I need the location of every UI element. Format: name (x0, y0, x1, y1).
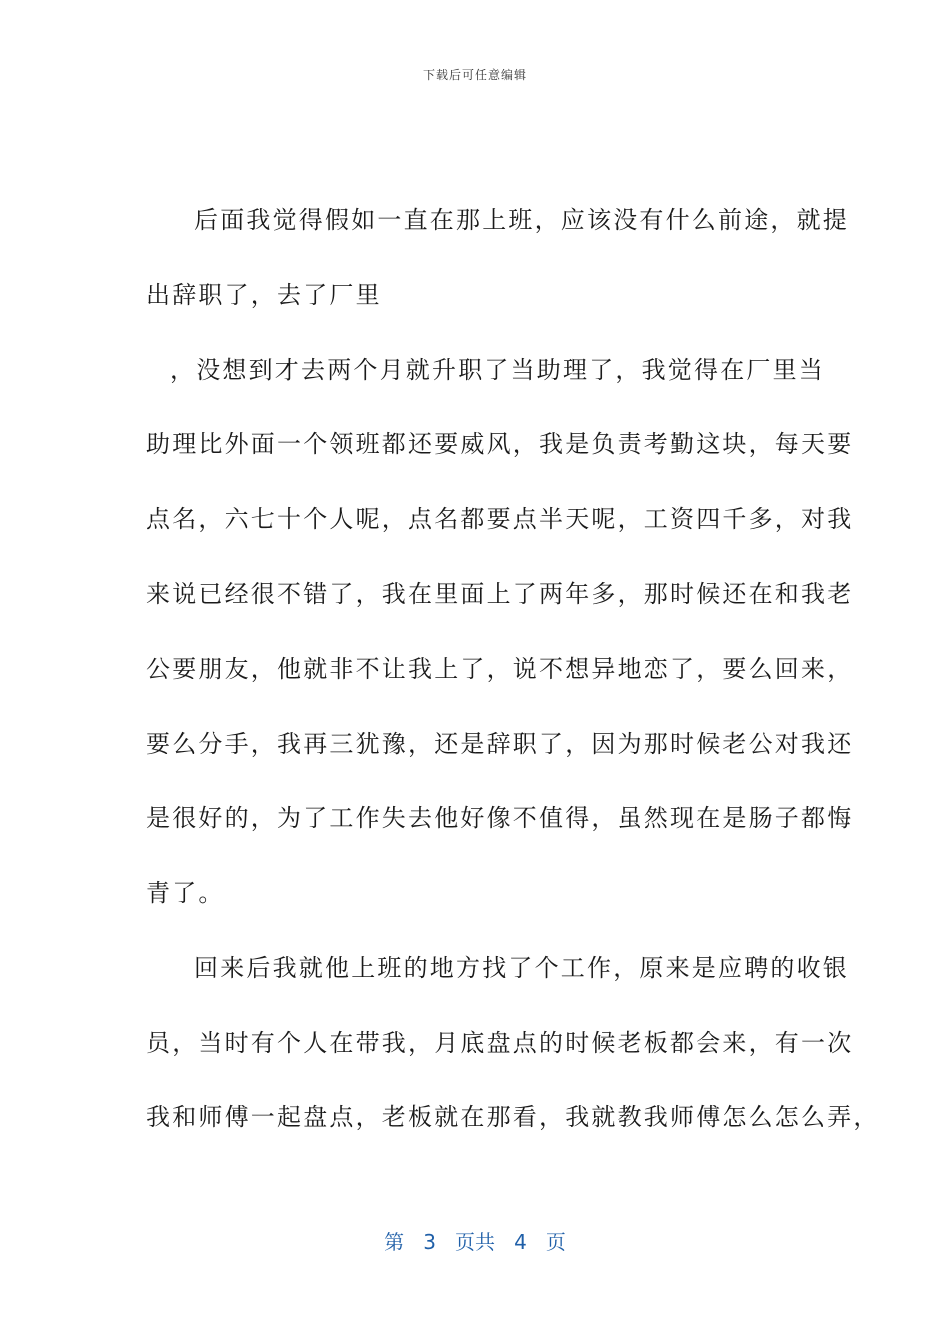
footer-prefix: 第 (384, 1230, 405, 1254)
footer-middle: 页共 (455, 1230, 495, 1254)
paragraph-2-line-3: 点名，六七十个人呢，点名都要点半天呢，工资四千多，对我 (146, 505, 854, 533)
paragraph-2-line-5: 公要朋友，他就非不让我上了，说不想异地恋了，要么回来， (146, 655, 854, 683)
paragraph-2-line-1: ，没想到才去两个月就升职了当助理了，我觉得在厂里当 (170, 356, 825, 384)
footer-suffix: 页 (545, 1230, 566, 1254)
footer-total-pages: 4 (514, 1230, 527, 1254)
page-header: 下载后可任意编辑 (422, 68, 527, 82)
footer-current-page: 3 (423, 1230, 436, 1254)
paragraph-1-line-2: 出辞职了，去了厂里 (146, 281, 382, 309)
paragraph-3-line-1: 回来后我就他上班的地方找了个工作，原来是应聘的收银 (194, 954, 849, 982)
paragraph-2-line-6: 要么分手，我再三犹豫，还是辞职了，因为那时候老公对我还 (146, 730, 854, 758)
paragraph-2-line-2: 助理比外面一个领班都还要威风，我是负责考勤这块，每天要 (146, 430, 854, 458)
paragraph-1-line-1: 后面我觉得假如一直在那上班，应该没有什么前途，就提 (194, 206, 849, 234)
paragraph-3-line-2: 员，当时有个人在带我，月底盘点的时候老板都会来，有一次 (146, 1029, 854, 1057)
paragraph-2-line-4: 来说已经很不错了，我在里面上了两年多，那时候还在和我老 (146, 580, 854, 608)
paragraph-3-line-3: 我和师傅一起盘点，老板就在那看，我就教我师傅怎么怎么弄， (146, 1103, 880, 1131)
paragraph-2-line-8: 青了。 (146, 879, 225, 907)
page-number-footer (0, 1226, 950, 1255)
paragraph-2-line-7: 是很好的，为了工作失去他好像不值得，虽然现在是肠子都悔 (146, 804, 854, 832)
